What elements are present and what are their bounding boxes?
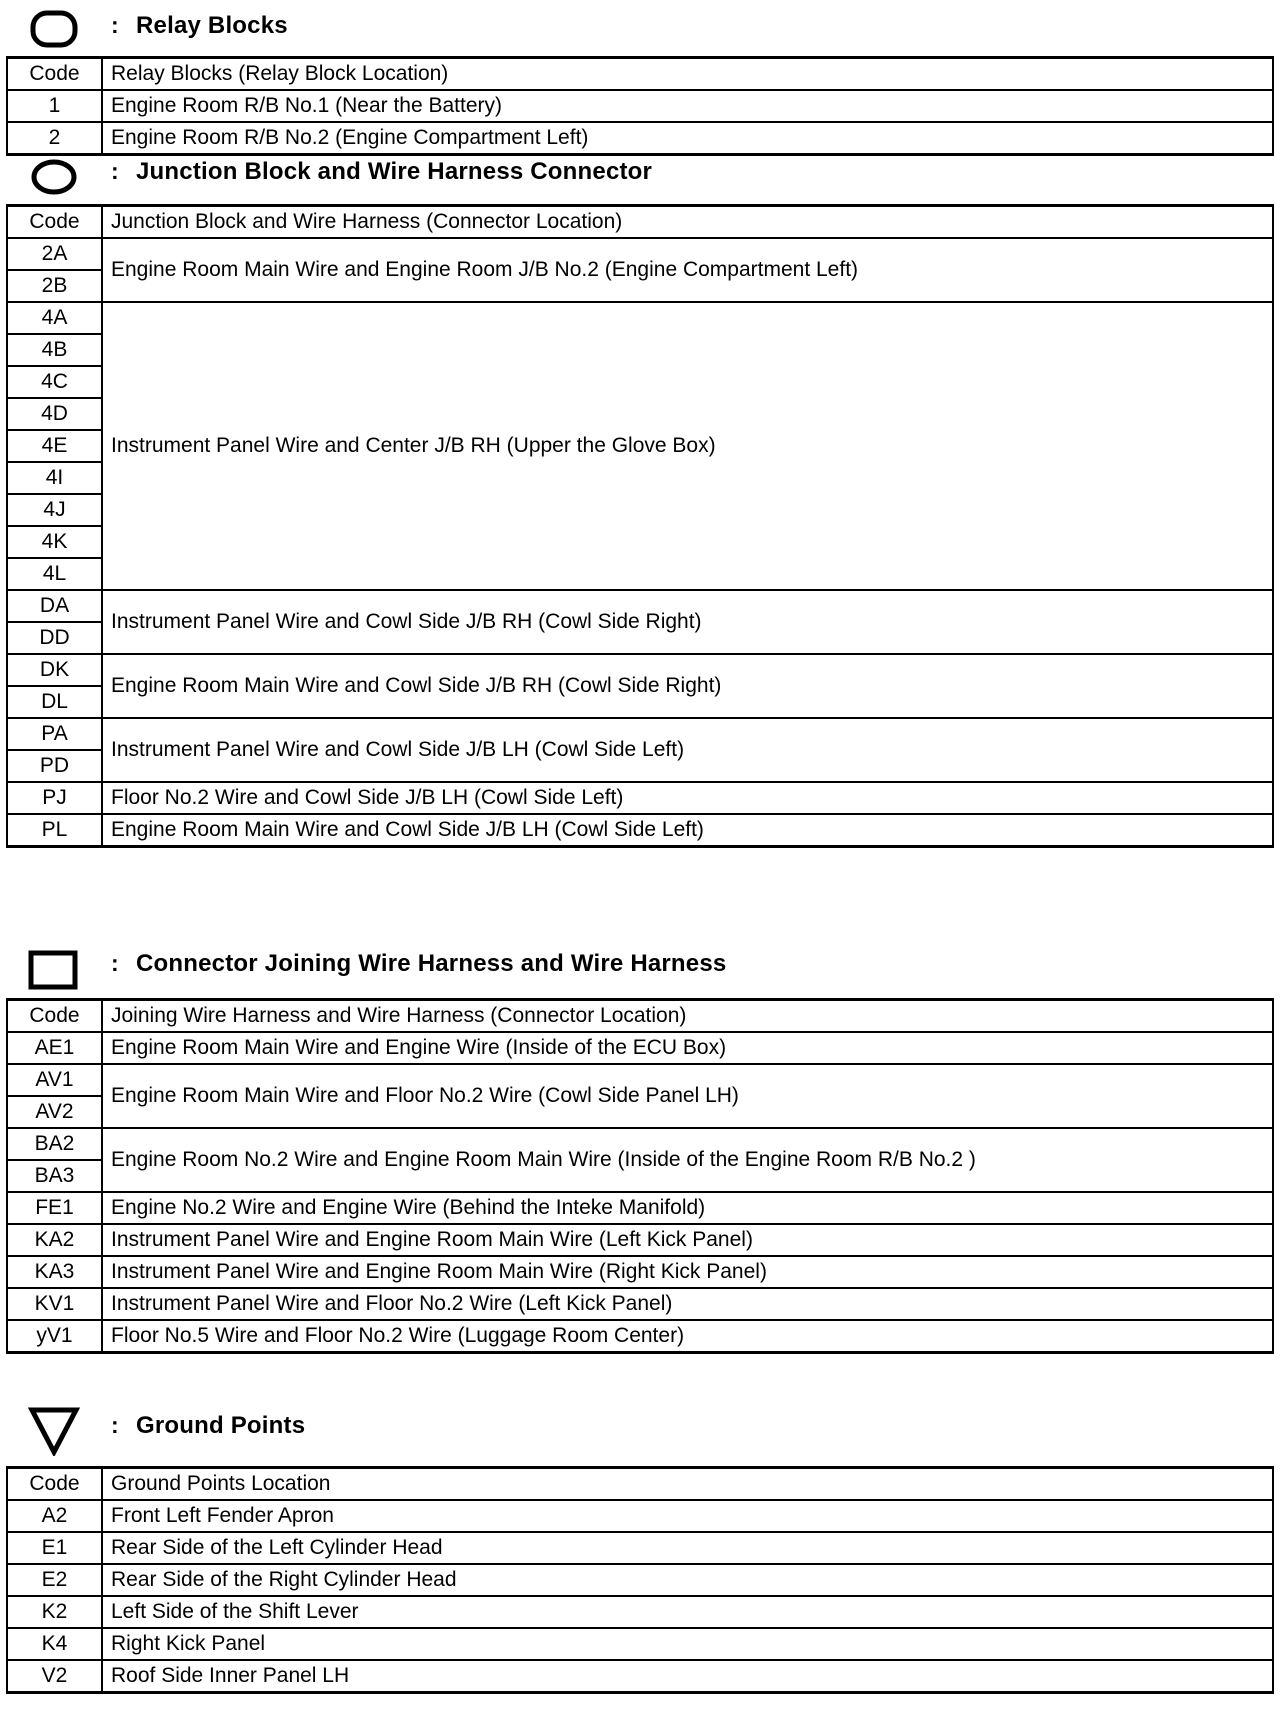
location-cell: Instrument Panel Wire and Center J/B RH (Upper the Glove Box): [102, 302, 1273, 590]
table-row: [7, 1500, 1273, 1532]
heading-colon: :: [111, 12, 119, 38]
code-cell: 4J: [7, 494, 102, 526]
code-cell: FE1: [7, 1192, 102, 1224]
table-row: [7, 590, 1273, 622]
section-heading: [6, 1386, 1274, 1466]
location-cell: Instrument Panel Wire and Cowl Side J/B RH (Cowl Side Right): [102, 590, 1273, 654]
location-column-header: Joining Wire Harness and Wire Harness (Connector Location): [102, 1000, 1273, 1033]
table-header-row: [7, 1000, 1273, 1033]
code-cell: A2: [7, 1500, 102, 1532]
code-cell: yV1: [7, 1320, 102, 1353]
section-heading: [6, 152, 1274, 204]
location-cell: Instrument Panel Wire and Engine Room Main Wire (Right Kick Panel): [102, 1256, 1273, 1288]
code-cell: AV1: [7, 1064, 102, 1096]
location-cell: Engine Room No.2 Wire and Engine Room Main Wire (Inside of the Engine Room R/B No.2 ): [102, 1128, 1273, 1192]
code-cell: 1: [7, 90, 102, 122]
location-cell: Instrument Panel Wire and Engine Room Main Wire (Left Kick Panel): [102, 1224, 1273, 1256]
location-cell: Roof Side Inner Panel LH: [102, 1660, 1273, 1693]
section-heading: [6, 926, 1274, 998]
location-cell: Right Kick Panel: [102, 1628, 1273, 1660]
code-column-header: Code: [7, 1000, 102, 1033]
location-cell: Engine Room Main Wire and Floor No.2 Wire (Cowl Side Panel LH): [102, 1064, 1273, 1128]
code-cell: PA: [7, 718, 102, 750]
section-title: Relay Blocks: [136, 12, 288, 39]
table-row: [7, 1660, 1273, 1693]
heading-colon: :: [111, 950, 119, 976]
code-cell: 4E: [7, 430, 102, 462]
location-cell: Engine Room R/B No.2 (Engine Compartment Left): [102, 122, 1273, 155]
table-row: [7, 814, 1273, 847]
location-cell: Front Left Fender Apron: [102, 1500, 1273, 1532]
code-cell: KA3: [7, 1256, 102, 1288]
table-row: [7, 302, 1273, 334]
location-cell: Left Side of the Shift Lever: [102, 1596, 1273, 1628]
table-row: [7, 718, 1273, 750]
code-cell: 4K: [7, 526, 102, 558]
table-row: [7, 1128, 1273, 1160]
location-cell: Engine Room Main Wire and Engine Room J/B No.2 (Engine Compartment Left): [102, 238, 1273, 302]
code-cell: DK: [7, 654, 102, 686]
table-row: [7, 1564, 1273, 1596]
code-cell: V2: [7, 1660, 102, 1693]
location-cell: Engine Room Main Wire and Cowl Side J/B LH (Cowl Side Left): [102, 814, 1273, 847]
table-row: [7, 1320, 1273, 1353]
code-cell: DL: [7, 686, 102, 718]
code-cell: K2: [7, 1596, 102, 1628]
code-cell: 4B: [7, 334, 102, 366]
section-ground-points: [6, 1386, 1274, 1694]
location-column-header: Relay Blocks (Relay Block Location): [102, 58, 1273, 91]
code-cell: BA3: [7, 1160, 102, 1192]
code-cell: 2B: [7, 270, 102, 302]
code-column-header: Code: [7, 58, 102, 91]
table-header-row: [7, 58, 1273, 91]
triangle-down-icon: [28, 1406, 80, 1456]
rounded-rect-icon: [30, 10, 78, 48]
code-cell: 4C: [7, 366, 102, 398]
code-cell: KV1: [7, 1288, 102, 1320]
location-cell: Engine Room Main Wire and Cowl Side J/B RH (Cowl Side Right): [102, 654, 1273, 718]
square-icon: [28, 950, 78, 990]
location-cell: Engine Room Main Wire and Engine Wire (Inside of the ECU Box): [102, 1032, 1273, 1064]
code-cell: PL: [7, 814, 102, 847]
location-cell: Engine No.2 Wire and Engine Wire (Behind the Inteke Manifold): [102, 1192, 1273, 1224]
table-row: [7, 1288, 1273, 1320]
table-row: [7, 1192, 1273, 1224]
code-cell: K4: [7, 1628, 102, 1660]
code-cell: 4L: [7, 558, 102, 590]
code-column-header: Code: [7, 206, 102, 239]
oval-icon: [30, 158, 78, 196]
location-column-header: Ground Points Location: [102, 1468, 1273, 1501]
code-cell: KA2: [7, 1224, 102, 1256]
connector-joining-table: [6, 998, 1274, 1354]
location-cell: Floor No.2 Wire and Cowl Side J/B LH (Cowl Side Left): [102, 782, 1273, 814]
location-cell: Floor No.5 Wire and Floor No.2 Wire (Luggage Room Center): [102, 1320, 1273, 1353]
code-cell: AV2: [7, 1096, 102, 1128]
table-row: [7, 238, 1273, 270]
location-cell: Instrument Panel Wire and Cowl Side J/B LH (Cowl Side Left): [102, 718, 1273, 782]
table-row: [7, 1256, 1273, 1288]
section-title: Junction Block and Wire Harness Connector: [136, 158, 653, 185]
table-row: [7, 782, 1273, 814]
code-cell: PJ: [7, 782, 102, 814]
section-connector-joining: [6, 926, 1274, 1354]
code-cell: E1: [7, 1532, 102, 1564]
location-column-header: Junction Block and Wire Harness (Connector Location): [102, 206, 1273, 239]
code-cell: 4A: [7, 302, 102, 334]
relay-blocks-table: [6, 56, 1274, 156]
code-cell: 2: [7, 122, 102, 155]
code-cell: 4I: [7, 462, 102, 494]
table-row: [7, 1596, 1273, 1628]
location-cell: Rear Side of the Left Cylinder Head: [102, 1532, 1273, 1564]
code-cell: 4D: [7, 398, 102, 430]
table-row: [7, 1628, 1273, 1660]
ground-points-table: [6, 1466, 1274, 1694]
code-cell: PD: [7, 750, 102, 782]
table-row: [7, 1032, 1273, 1064]
table-row: [7, 1224, 1273, 1256]
section-title: Ground Points: [136, 1412, 306, 1439]
location-cell: Engine Room R/B No.1 (Near the Battery): [102, 90, 1273, 122]
section-title: Connector Joining Wire Harness and Wire Harness: [136, 950, 727, 977]
table-header-row: [7, 1468, 1273, 1501]
section-relay-blocks: [6, 4, 1274, 156]
table-row: [7, 90, 1273, 122]
code-cell: AE1: [7, 1032, 102, 1064]
code-cell: DD: [7, 622, 102, 654]
junction-block-table: [6, 204, 1274, 848]
table-row: [7, 1532, 1273, 1564]
code-cell: E2: [7, 1564, 102, 1596]
section-heading: [6, 4, 1274, 56]
code-cell: DA: [7, 590, 102, 622]
heading-colon: :: [111, 1412, 119, 1438]
table-row: [7, 654, 1273, 686]
code-cell: 2A: [7, 238, 102, 270]
table-row: [7, 1064, 1273, 1096]
code-cell: BA2: [7, 1128, 102, 1160]
heading-colon: :: [111, 158, 119, 184]
code-column-header: Code: [7, 1468, 102, 1501]
location-cell: Instrument Panel Wire and Floor No.2 Wire (Left Kick Panel): [102, 1288, 1273, 1320]
table-row: [7, 122, 1273, 155]
location-cell: Rear Side of the Right Cylinder Head: [102, 1564, 1273, 1596]
table-header-row: [7, 206, 1273, 239]
section-junction-block: [6, 152, 1274, 848]
